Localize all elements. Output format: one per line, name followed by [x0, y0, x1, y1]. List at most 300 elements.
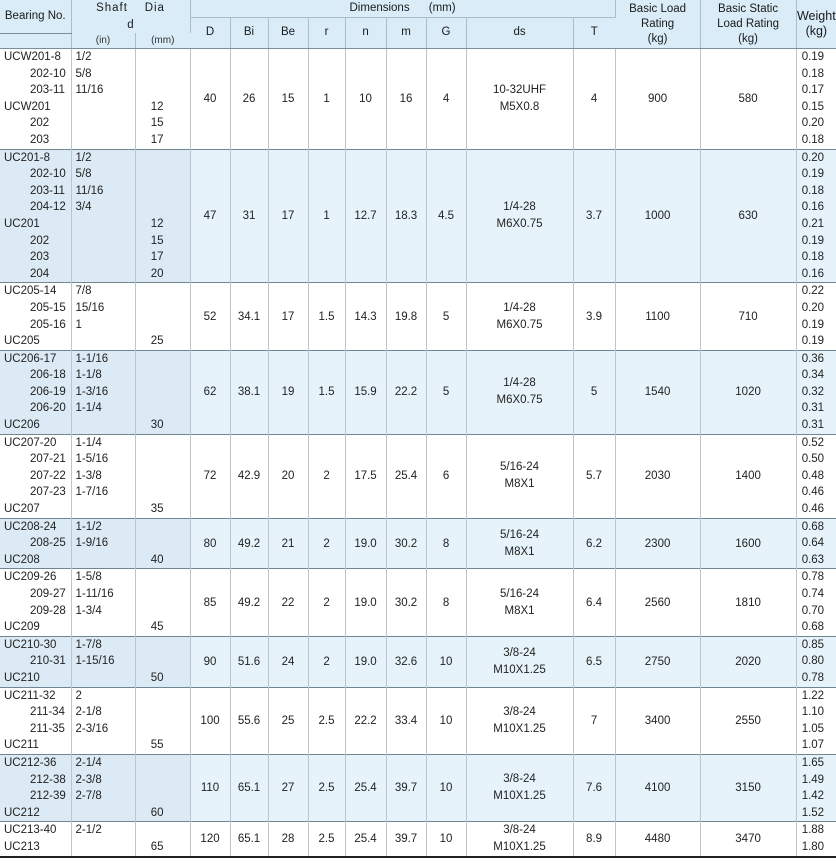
dim-D: 80: [190, 518, 230, 569]
shaft-dia-in-line: [72, 552, 135, 569]
shaft-dia-in-line: 1-3/16: [75, 385, 109, 398]
shaft-dia-in-line: [72, 99, 135, 116]
bearing-group-row: [0, 49, 836, 150]
dim-D: 110: [190, 754, 230, 821]
shaft-dia-mm-line: 45: [150, 621, 164, 634]
shaft-dia-mm: [135, 569, 190, 636]
shaft-dia-mm-line: [136, 400, 190, 417]
bearing-no-line: 208-25: [30, 537, 66, 550]
dim-Be: 24: [268, 636, 308, 687]
dim-m: 18.3: [386, 149, 426, 283]
shaft-dia-mm-line: 12: [150, 100, 164, 113]
bearing-no-line: 205-16: [30, 318, 66, 331]
bearing-no-line: UCW201-8: [4, 51, 61, 63]
shaft-dia-in: [71, 636, 135, 687]
dim-ds: [466, 687, 573, 754]
weight-line: 1.80: [801, 840, 825, 853]
weight: [796, 569, 836, 636]
shaft-dia-mm-line: 17: [150, 133, 164, 146]
dim-Bi: 55.6: [230, 687, 268, 754]
dim-Bi: 38.1: [230, 350, 268, 434]
weight-line: 0.15: [801, 100, 825, 113]
shaft-dia-mm-line: 12: [150, 217, 164, 230]
bearing-no-line: 206-20: [30, 402, 66, 415]
weight-line: 1.49: [801, 773, 825, 786]
shaft-dia-in-line: [72, 132, 135, 149]
header-bearing-no: Bearing No.: [0, 0, 71, 33]
basic-load-rating: 4480: [615, 822, 700, 858]
weight-line: 0.21: [801, 217, 825, 230]
dim-Bi: 49.2: [230, 569, 268, 636]
weight-line: 0.19: [801, 168, 825, 181]
weight-line: 1.05: [801, 722, 825, 735]
bearing-no-line: UC209-26: [4, 571, 57, 584]
dim-ds: [466, 822, 573, 858]
weight-line: 0.80: [801, 655, 825, 668]
bearing-group-row: [0, 149, 836, 283]
shaft-dia-in: [71, 350, 135, 434]
dim-m: 16: [386, 49, 426, 150]
weight-line: 0.18: [801, 184, 825, 197]
shaft-dia-in: [71, 149, 135, 283]
dim-ds-line: M10X1.25: [493, 722, 546, 735]
bearing-no-line: UC206: [4, 419, 40, 432]
shaft-dia-mm-line: [136, 300, 190, 317]
shaft-dia-mm-line: [136, 283, 190, 300]
dim-D: 85: [190, 569, 230, 636]
dim-ds-line: 1/4-28: [503, 377, 536, 390]
weight-line: 0.63: [801, 553, 825, 566]
dim-ds-line: 1/4-28: [503, 200, 536, 213]
dim-D: 62: [190, 350, 230, 434]
header-basic-load: Basic Load Rating (kg): [615, 0, 700, 49]
shaft-dia-mm: [135, 350, 190, 434]
bearing-no: [0, 754, 71, 821]
dim-r: 2: [308, 636, 345, 687]
bearing-no-line: 207-22: [30, 469, 66, 482]
basic-load-rating: 1540: [615, 350, 700, 434]
shaft-dia-mm-line: [136, 468, 190, 485]
dim-T: 4: [573, 49, 615, 150]
shaft-dia-in-line: 2-1/4: [75, 756, 102, 769]
dim-n: 25.4: [345, 754, 386, 821]
bearing-no: [0, 687, 71, 754]
weight: [796, 49, 836, 150]
shaft-dia-in-line: 1-1/2: [75, 520, 102, 533]
weight-line: 0.19: [801, 335, 825, 348]
shaft-dia-in-line: 11/16: [75, 84, 104, 97]
dim-T: 6.2: [573, 518, 615, 569]
weight-line: 0.18: [801, 133, 825, 146]
dim-m: 39.7: [386, 822, 426, 858]
weight-line: 0.32: [801, 385, 825, 398]
weight-line: 0.68: [801, 621, 825, 634]
weight-line: 0.16: [801, 201, 825, 214]
dim-Bi: 65.1: [230, 822, 268, 858]
weight-line: 0.19: [801, 51, 825, 63]
shaft-dia-mm: [135, 283, 190, 350]
bearing-no-line: 207-23: [30, 486, 66, 499]
header-col-T: T: [573, 17, 615, 49]
dim-Bi: 31: [230, 149, 268, 283]
dim-ds: [466, 49, 573, 150]
shaft-dia-mm-line: 50: [150, 671, 164, 684]
dim-G: 6: [426, 434, 466, 518]
bearing-group-row: [0, 434, 836, 518]
dim-Be: 22: [268, 569, 308, 636]
dim-D: 40: [190, 49, 230, 150]
header-weight: Weight (kg): [796, 0, 836, 49]
weight-line: 0.31: [801, 402, 825, 415]
shaft-dia-mm-line: [136, 451, 190, 468]
dim-r: 2.5: [308, 754, 345, 821]
weight-line: 1.52: [801, 806, 825, 819]
weight: [796, 434, 836, 518]
dim-m: 22.2: [386, 350, 426, 434]
dim-T: 3.7: [573, 149, 615, 283]
basic-load-rating: 2030: [615, 434, 700, 518]
bearing-no-line: UC208: [4, 553, 40, 566]
bearing-no-line: 210-31: [30, 655, 66, 668]
shaft-dia-in-line: [72, 619, 135, 636]
shaft-dia-mm-line: [136, 603, 190, 620]
basic-load-rating: 2560: [615, 569, 700, 636]
dim-D: 120: [190, 822, 230, 858]
dim-G: 10: [426, 754, 466, 821]
shaft-dia-mm-line: [136, 49, 190, 66]
weight-line: 1.07: [801, 739, 825, 752]
shaft-dia-mm-line: [136, 788, 190, 805]
dim-ds-line: M10X1.25: [493, 790, 546, 803]
bearing-group-row: [0, 754, 836, 821]
dim-T: 7.6: [573, 754, 615, 821]
dim-T: 5: [573, 350, 615, 434]
basic-static-load-rating: 580: [700, 49, 796, 150]
bearing-no-line: 203-11: [30, 84, 65, 97]
shaft-dia-mm-line: [136, 772, 190, 789]
header-col-n: n: [345, 17, 386, 49]
header-col-r: r: [308, 17, 345, 49]
weight-line: 0.70: [801, 604, 825, 617]
shaft-dia-mm-line: 40: [150, 553, 164, 566]
bearing-no-line: 204: [30, 267, 50, 280]
dim-ds-line: 5/16-24: [500, 587, 540, 600]
weight-line: 0.20: [801, 151, 825, 164]
dim-ds: [466, 636, 573, 687]
basic-load-rating: 3400: [615, 687, 700, 754]
bearing-group-row: [0, 822, 836, 858]
shaft-dia-in-line: 1-3/4: [75, 604, 102, 617]
weight: [796, 149, 836, 283]
shaft-dia-mm: [135, 518, 190, 569]
dim-m: 19.8: [386, 283, 426, 350]
shaft-dia-in-line: 2-3/8: [75, 773, 102, 786]
bearing-no: [0, 49, 71, 150]
dim-G: 10: [426, 822, 466, 858]
shaft-dia-mm-line: [136, 822, 190, 839]
shaft-dia-mm-line: 15: [150, 117, 164, 130]
dim-G: 5: [426, 283, 466, 350]
dim-Be: 27: [268, 754, 308, 821]
dim-r: 2: [308, 518, 345, 569]
shaft-dia-in-line: 1-1/8: [75, 369, 102, 382]
header-col-Be: Be: [268, 17, 308, 49]
shaft-dia-in-line: [72, 670, 135, 687]
shaft-dia-in-line: [72, 233, 135, 250]
dim-D: 47: [190, 149, 230, 283]
shaft-dia-mm-line: 30: [150, 419, 164, 432]
dim-ds-line: 5/16-24: [500, 528, 540, 541]
bearing-no-line: 202-10: [30, 168, 66, 181]
dim-r: 1.5: [308, 283, 345, 350]
basic-load-rating: 900: [615, 49, 700, 150]
dim-T: 7: [573, 687, 615, 754]
shaft-dia-in-line: 7/8: [75, 285, 92, 298]
shaft-dia-mm-line: [136, 351, 190, 368]
basic-static-load-rating: 2020: [700, 636, 796, 687]
shaft-dia-mm-line: [136, 66, 190, 83]
bearing-no-line: 209-27: [30, 588, 66, 600]
dim-n: 22.2: [345, 687, 386, 754]
shaft-dia-in-line: 1/2: [75, 51, 92, 63]
shaft-dia-mm-line: [136, 82, 190, 99]
dim-Bi: 65.1: [230, 754, 268, 821]
dim-n: 19.0: [345, 569, 386, 636]
shaft-dia-in-line: [72, 216, 135, 233]
shaft-dia-mm-line: [136, 704, 190, 721]
shaft-dia-mm-line: 15: [150, 234, 164, 247]
shaft-dia-in: [71, 822, 135, 858]
weight: [796, 350, 836, 434]
dim-ds-line: M6X0.75: [496, 217, 543, 230]
bearing-no-line: 209-28: [30, 604, 66, 617]
weight-line: 0.18: [801, 251, 825, 264]
header-static-load: Basic Static Load Rating (kg): [700, 0, 796, 49]
dim-G: 8: [426, 518, 466, 569]
dim-D: 72: [190, 434, 230, 518]
shaft-dia-mm: [135, 754, 190, 821]
dim-Bi: 51.6: [230, 636, 268, 687]
dim-Bi: 49.2: [230, 518, 268, 569]
basic-static-load-rating: 3470: [700, 822, 796, 858]
bearing-no-line: UC205: [4, 335, 40, 348]
shaft-dia-mm-line: [136, 653, 190, 670]
shaft-dia-in: [71, 283, 135, 350]
dim-ds-line: 3/8-24: [503, 824, 536, 837]
dim-m: 39.7: [386, 754, 426, 821]
shaft-dia-mm-line: [136, 637, 190, 654]
dim-Bi: 26: [230, 49, 268, 150]
bearing-no-line: 205-15: [30, 301, 66, 314]
bearing-group-row: [0, 569, 836, 636]
bearing-no-line: UC210-30: [4, 638, 57, 651]
bearing-no-line: 202: [30, 234, 50, 247]
shaft-dia-in-line: 5/8: [75, 168, 92, 181]
dim-ds-line: M8X1: [504, 478, 535, 491]
weight-line: 0.78: [801, 671, 825, 684]
basic-static-load-rating: 710: [700, 283, 796, 350]
bearing-no-line: UC213-40: [4, 824, 57, 837]
dim-Be: 17: [268, 149, 308, 283]
basic-static-load-rating: 630: [700, 149, 796, 283]
dim-Bi: 34.1: [230, 283, 268, 350]
header-unit-mm: (mm): [135, 33, 190, 49]
dim-ds-line: 3/8-24: [503, 773, 536, 786]
header-col-ds: ds: [466, 17, 573, 49]
dim-Be: 25: [268, 687, 308, 754]
dim-D: 100: [190, 687, 230, 754]
dim-D: 90: [190, 636, 230, 687]
weight-line: 1.88: [801, 824, 825, 837]
shaft-dia-mm-line: [136, 384, 190, 401]
shaft-dia-in-line: 1/2: [75, 151, 92, 164]
basic-static-load-rating: 1810: [700, 569, 796, 636]
dim-m: 33.4: [386, 687, 426, 754]
header-unit-in: (in): [71, 33, 135, 49]
dim-ds-line: M6X0.75: [496, 394, 543, 407]
dim-n: 25.4: [345, 822, 386, 858]
dim-ds-line: 3/8-24: [503, 646, 536, 659]
shaft-dia-mm-line: 55: [150, 739, 164, 752]
weight-line: 0.18: [801, 67, 825, 80]
dim-r: 2: [308, 434, 345, 518]
dim-Be: 28: [268, 822, 308, 858]
shaft-dia-mm-line: [136, 688, 190, 705]
weight-line: 0.78: [801, 571, 825, 584]
dim-r: 2.5: [308, 687, 345, 754]
basic-static-load-rating: 2550: [700, 687, 796, 754]
dim-m: 30.2: [386, 569, 426, 636]
weight: [796, 754, 836, 821]
shaft-dia-in: [71, 49, 135, 150]
shaft-dia-mm-line: [136, 199, 190, 216]
shaft-dia-mm-line: [136, 435, 190, 452]
bearing-no-line: 206-18: [30, 369, 66, 382]
shaft-dia-mm-line: [136, 535, 190, 552]
basic-load-rating: 4100: [615, 754, 700, 821]
shaft-dia-in-line: 1-1/4: [75, 402, 102, 415]
bearing-no: [0, 636, 71, 687]
shaft-dia-in-line: [72, 266, 135, 283]
shaft-dia-mm-line: [136, 519, 190, 536]
shaft-dia-mm-line: [136, 166, 190, 183]
shaft-dia-in-line: [72, 839, 135, 856]
dim-ds: [466, 350, 573, 434]
weight-line: 0.74: [801, 588, 825, 600]
bearing-group-row: [0, 518, 836, 569]
dim-n: 14.3: [345, 283, 386, 350]
header-col-D: D: [190, 17, 230, 49]
shaft-dia-in-line: 3/4: [75, 201, 92, 214]
shaft-dia-in-line: 2-1/8: [75, 706, 102, 719]
dim-Be: 21: [268, 518, 308, 569]
shaft-dia-in: [71, 569, 135, 636]
dim-m: 25.4: [386, 434, 426, 518]
bearing-no-line: 202: [30, 117, 50, 130]
bearing-no-line: UC212-36: [4, 756, 57, 769]
dim-T: 3.9: [573, 283, 615, 350]
dim-n: 10: [345, 49, 386, 150]
basic-load-rating: 1100: [615, 283, 700, 350]
dim-ds: [466, 518, 573, 569]
shaft-dia-in-line: [72, 805, 135, 822]
shaft-dia-in-line: 11/16: [75, 184, 104, 197]
shaft-dia-mm: [135, 149, 190, 283]
bearing-group-row: [0, 687, 836, 754]
weight-line: 0.85: [801, 638, 825, 651]
dim-Be: 20: [268, 434, 308, 518]
bearing-no-line: UC212: [4, 806, 40, 819]
dim-n: 19.0: [345, 636, 386, 687]
shaft-dia-in-line: 1-5/8: [75, 571, 102, 584]
shaft-dia-in-line: 1-5/16: [75, 453, 109, 466]
weight-line: 0.16: [801, 267, 825, 280]
dim-ds-line: M6X0.75: [496, 318, 543, 331]
shaft-dia-mm: [135, 822, 190, 858]
weight-line: 0.36: [801, 352, 825, 365]
bearing-no-line: 204-12: [30, 201, 66, 214]
basic-load-rating: 1000: [615, 149, 700, 283]
weight-line: 0.46: [801, 486, 825, 499]
shaft-dia-in-line: 1-1/4: [75, 436, 102, 449]
weight-line: 0.48: [801, 469, 825, 482]
bearing-no-line: UC205-14: [4, 285, 57, 298]
weight: [796, 518, 836, 569]
bearing-no: [0, 569, 71, 636]
dim-ds: [466, 434, 573, 518]
bearing-no-line: 206-19: [30, 385, 66, 398]
weight: [796, 636, 836, 687]
dim-m: 30.2: [386, 518, 426, 569]
dim-Be: 17: [268, 283, 308, 350]
shaft-dia-in-line: 2-1/2: [75, 824, 102, 837]
basic-load-rating: 2750: [615, 636, 700, 687]
bearing-no-line: UC201: [4, 217, 40, 230]
bearing-no-line: 211-35: [30, 722, 65, 735]
shaft-dia-in-line: [72, 737, 135, 754]
weight: [796, 822, 836, 858]
header-col-G: G: [426, 17, 466, 49]
shaft-dia-mm-line: [136, 183, 190, 200]
dim-T: 6.4: [573, 569, 615, 636]
weight-line: 0.20: [801, 301, 825, 314]
shaft-dia-in-line: 1-1/16: [75, 352, 109, 365]
bearing-no-line: UCW201: [4, 100, 51, 113]
shaft-dia-in-line: [72, 417, 135, 434]
shaft-dia-mm: [135, 49, 190, 150]
weight-line: 0.50: [801, 453, 825, 466]
bearing-group-row: [0, 636, 836, 687]
weight-line: 0.64: [801, 537, 825, 550]
dim-ds: [466, 283, 573, 350]
shaft-dia-in-line: [72, 333, 135, 350]
dim-ds-line: M8X1: [504, 545, 535, 558]
dim-ds-line: 5/16-24: [500, 461, 540, 474]
weight-line: 0.52: [801, 436, 825, 449]
shaft-dia-mm-line: [136, 484, 190, 501]
shaft-dia-in-line: 5/8: [75, 67, 92, 80]
header-shaft-dia: Shaft Dia: [71, 0, 190, 17]
weight-line: 1.10: [801, 706, 825, 719]
bearing-no: [0, 283, 71, 350]
basic-load-rating: 2300: [615, 518, 700, 569]
dim-Be: 19: [268, 350, 308, 434]
basic-static-load-rating: 1400: [700, 434, 796, 518]
shaft-dia-in-line: 1-7/8: [75, 638, 102, 651]
shaft-dia-mm-line: [136, 721, 190, 738]
dim-r: 1: [308, 149, 345, 283]
weight-line: 0.17: [801, 84, 825, 97]
